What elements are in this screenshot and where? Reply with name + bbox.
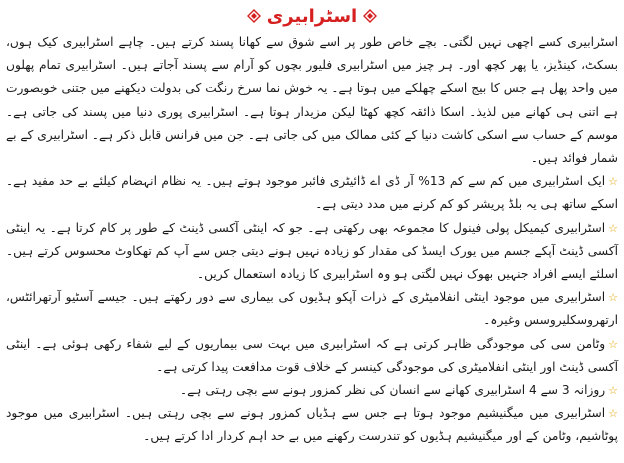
- list-item-text: ایک اسٹرابیری میں کم سے کم 13% آر ڈی اے ڈائیٹری فائبر موجود ہوتے ہیں۔ یہ نظام انہضام کیلئے بے حد مفید ہے۔ اسکے ساتھ ہی یہ بلڈ پریشر کو کم کرنے میں مدد دیتی ہے۔: [6, 174, 618, 212]
- list-item: [6, 379, 618, 402]
- list-item-text: وٹامن سی کی موجودگی ظاہر کرتی ہے کہ اسٹرابیری میں بہت سی بیماریوں کے لیے شفاء رکھی ہوئی ہے۔ اینٹی آکسی ڈینٹ اور اینٹی انفلامیٹری کی موجودگی کینسر کے خلاف قوت مدافعت پیدا کرتی ہے۔: [6, 336, 618, 374]
- article-body: [6, 31, 618, 449]
- star-bullet-icon: ☆: [608, 175, 618, 189]
- list-item: [6, 170, 618, 216]
- left-ornament-icon: [247, 9, 261, 26]
- star-bullet-icon: ☆: [608, 384, 618, 398]
- list-item-text: اسٹرابیری میں میگنیشیم موجود ہوتا ہے جس سے ہڈیاں کمزور ہونے سے بچی رہتی ہیں۔ اسٹرابیری میں موجود پوٹاشیم، وٹامن کے اور میگنیشیم ہڈیوں کو تندرست رکھنے میں بے حد اہم کردار ادا کرتے ہیں۔: [6, 406, 618, 444]
- list-item: [6, 333, 618, 379]
- title-bar: [0, 4, 624, 30]
- page-title: اسٹرابیری: [266, 6, 358, 27]
- right-ornament-icon: [363, 9, 377, 26]
- list-item-text: اسٹرابیری کیمیکل پولی فینول کا مجموعہ بھی رکھتی ہے۔ جو کہ اینٹی آکسی ڈینٹ کے طور پر کام کرتا ہے۔ یہ اینٹی آکسی ڈینٹ آپکے جسم میں یورک ایسڈ کی مقدار کو زیادہ نہیں ہونے دیتی جس سے آپ کم تھکاوٹ محسوس کرتے ہیں۔ اسلئے ایسے افراد جنہیں بھوک نہیں لگتی ہو وہ اسٹرابیری کا زیادہ استعمال کریں۔: [6, 220, 618, 282]
- list-item: [6, 402, 618, 448]
- star-bullet-icon: ☆: [608, 407, 618, 421]
- star-bullet-icon: ☆: [608, 337, 618, 351]
- star-bullet-icon: ☆: [608, 291, 618, 305]
- list-item: [6, 286, 618, 332]
- intro-paragraph: اسٹرابیری کسے اچھی نہیں لگتی۔ بچے خاص طور پر اسے شوق سے کھانا پسند کرتے ہیں۔ چاہے اسٹرابیری کیک ہوں، بسکٹ، کینڈیز، یا پھر کچھ اور۔ ہر چیز میں اسٹرابیری فلیور بچوں کو آرام سے پسند آجاتے ہیں۔ اسٹرابیری تمام پھلوں میں واحد پھل ہے جس کا بیج اسکے چھلکے میں ہوتا ہے۔ یہ خوش نما سرخ رنگت کی بدولت دیکھنے میں جتنی خوبصورت ہے اتنی ہی کھانے میں لذیذ۔ اسکا ذائقہ کچھ کھٹا لیکن مزیدار ہوتا ہے۔ اسٹرابیری پوری دنیا میں پسند کی جاتی ہے۔ موسم کے حساب سے اسکی کاشت دنیا کے کئی ممالک میں کی جاتی ہے۔ جن میں فرانس قابل ذکر ہے۔ اسٹرابیری کے بے شمار فوائد ہیں۔: [6, 35, 618, 166]
- star-bullet-icon: ☆: [608, 221, 618, 235]
- list-item: [6, 217, 618, 287]
- list-item-text: اسٹرابیری میں موجود اینٹی انفلامیٹری کے ذرات آپکو ہڈیوں کی بیماری سے دور رکھتے ہیں۔ جیسے آسٹیو آرتھرائٹس، ارتھروسکلیروسس وغیرہ۔: [6, 290, 618, 328]
- list-item-text: روزانہ 3 سے 4 اسٹرابیری کھانے سے انسان کی نظر کمزور ہونے سے بچی رہتی ہے۔: [180, 383, 606, 398]
